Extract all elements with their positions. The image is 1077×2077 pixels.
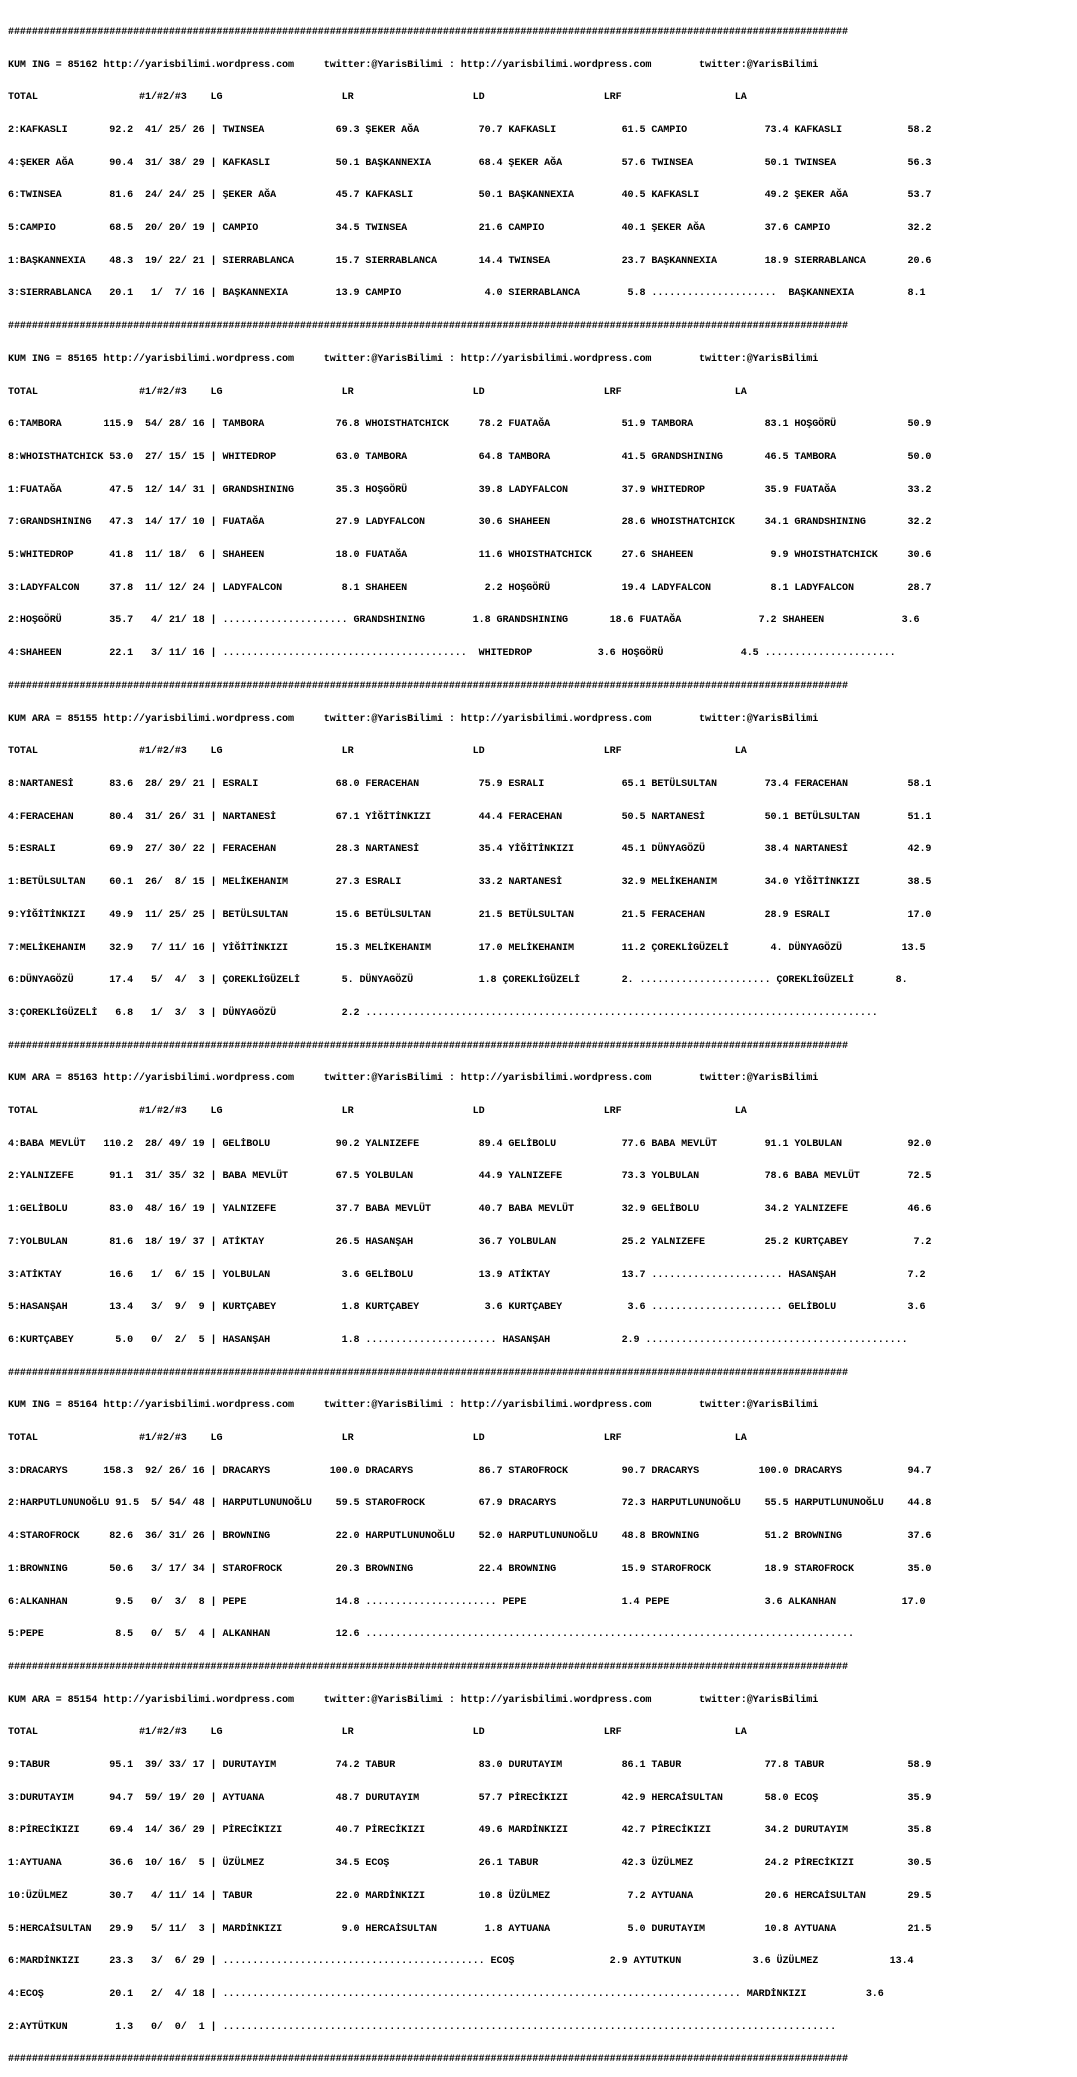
race-header-kum-ing-85162: KUM ING = 85162 http://yarisbilimi.wordpress.com twitter:@YarisBilimi : http://yarisbilimi.wordpress.com twitter:@YarisBilimi bbox=[8, 59, 819, 71]
horse-row: 4:SHAHEEN 22.1 3/ 11/ 16 | ......................................... WHITEDROP 3.6 HOŞGÖRÜ 4.5 ...................... bbox=[8, 648, 896, 660]
horse-row: 3:LADYFALCON 37.8 11/ 12/ 24 | LADYFALCON 8.1 SHAHEEN 2.2 HOŞGÖRÜ 19.4 LADYFALCON 8.1 LADYFALCON 28.7 bbox=[8, 582, 932, 594]
separator-line: ############################################################################################################################################# bbox=[8, 2054, 848, 2066]
horse-row: 9:YİĞİTİNKIZI 49.9 11/ 25/ 25 | BETÜLSULTAN 15.6 BETÜLSULTAN 21.5 BETÜLSULTAN 21.5 FERACEHAN 28.9 ESRALI 17.0 bbox=[8, 909, 932, 921]
horse-row: 1:GELİBOLU 83.0 48/ 16/ 19 | YALNIZEFE 37.7 BABA MEVLÜT 40.7 BABA MEVLÜT 32.9 GELİBOLU 34.2 YALNIZEFE 46.6 bbox=[8, 1204, 932, 1216]
horse-row: 3:DURUTAYIM 94.7 59/ 19/ 20 | AYTUANA 48.7 DURUTAYIM 57.7 PİRECİKIZI 42.9 HERCAİSULTAN 58.0 ECOŞ 35.9 bbox=[8, 1792, 932, 1804]
separator-line: ############################################################################################################################################# bbox=[8, 26, 848, 38]
column-header-row: TOTAL #1/#2/#3 LG LR LD LRF LA bbox=[8, 1727, 747, 1739]
column-header-row: TOTAL #1/#2/#3 LG LR LD LRF LA bbox=[8, 1106, 747, 1118]
horse-row: 1:BAŞKANNEXIA 48.3 19/ 22/ 21 | SIERRABLANCA 15.7 SIERRABLANCA 14.4 TWINSEA 23.7 BAŞKANNEXIA 18.9 SIERRABLANCA 20.6 bbox=[8, 255, 932, 267]
horse-row: 7:GRANDSHINING 47.3 14/ 17/ 10 | FUATAĞA 27.9 LADYFALCON 30.6 SHAHEEN 28.6 WHOISTHATCHICK 34.1 GRANDSHINING 32.2 bbox=[8, 517, 932, 529]
horse-row: 5:HERCAİSULTAN 29.9 5/ 11/ 3 | MARDİNKIZI 9.0 HERCAİSULTAN 1.8 AYTUANA 5.0 DURUTAYIM 10.8 AYTUANA 21.5 bbox=[8, 1923, 932, 1935]
horse-row: 4:ŞEKER AĞA 90.4 31/ 38/ 29 | KAFKASLI 50.1 BAŞKANNEXIA 68.4 ŞEKER AĞA 57.6 TWINSEA 50.1 TWINSEA 56.3 bbox=[8, 157, 932, 169]
horse-row: 1:AYTUANA 36.6 10/ 16/ 5 | ÜZÜLMEZ 34.5 ECOŞ 26.1 TABUR 42.3 ÜZÜLMEZ 24.2 PİRECİKIZI 30.5 bbox=[8, 1858, 932, 1870]
horse-row: 7:YOLBULAN 81.6 18/ 19/ 37 | ATİKTAY 26.5 HASANŞAH 36.7 YOLBULAN 25.2 YALNIZEFE 25.2 KURTÇABEY 7.2 bbox=[8, 1236, 932, 1248]
horse-row: 3:ATİKTAY 16.6 1/ 6/ 15 | YOLBULAN 3.6 GELİBOLU 13.9 ATİKTAY 13.7 ...................... HASANŞAH 7.2 bbox=[8, 1269, 926, 1281]
horse-row: 7:MELİKEHANIM 32.9 7/ 11/ 16 | YİĞİTİNKIZI 15.3 MELİKEHANIM 17.0 MELİKEHANIM 11.2 ÇOREKLİGÜZELİ 4. DÜNYAGÖZÜ 13.5 bbox=[8, 942, 926, 954]
horse-row: 2:AYTÜTKUN 1.3 0/ 0/ 1 | ....................................................................................................... bbox=[8, 2021, 837, 2033]
horse-row: 5:PEPE 8.5 0/ 5/ 4 | ALKANHAN 12.6 .................................................................................. bbox=[8, 1629, 854, 1641]
race-header-kum-ara-85154: KUM ARA = 85154 http://yarisbilimi.wordpress.com twitter:@YarisBilimi : http://yarisbilimi.wordpress.com twitter:@YarisBilimi bbox=[8, 1694, 819, 1706]
horse-row: 6:TAMBORA 115.9 54/ 28/ 16 | TAMBORA 76.8 WHOISTHATCHICK 78.2 FUATAĞA 51.9 TAMBORA 83.1 HOŞGÖRÜ 50.9 bbox=[8, 419, 932, 431]
horse-row: 2:HOŞGÖRÜ 35.7 4/ 21/ 18 | ..................... GRANDSHINING 1.8 GRANDSHINING 18.6 FUATAĞA 7.2 SHAHEEN 3.6 bbox=[8, 615, 920, 627]
separator-line: ############################################################################################################################################# bbox=[8, 1661, 848, 1673]
horse-row: 4:BABA MEVLÜT 110.2 28/ 49/ 19 | GELİBOLU 90.2 YALNIZEFE 89.4 GELİBOLU 77.6 BABA MEVLÜT 91.1 YOLBULAN 92.0 bbox=[8, 1138, 932, 1150]
separator-line: ############################################################################################################################################# bbox=[8, 1040, 848, 1052]
horse-row: 6:DÜNYAGÖZÜ 17.4 5/ 4/ 3 | ÇOREKLİGÜZELİ 5. DÜNYAGÖZÜ 1.8 ÇOREKLİGÜZELİ 2. ...................... ÇOREKLİGÜZELİ 8. bbox=[8, 975, 908, 987]
horse-row: 10:ÜZÜLMEZ 30.7 4/ 11/ 14 | TABUR 22.0 MARDİNKIZI 10.8 ÜZÜLMEZ 7.2 AYTUANA 20.6 HERCAİSULTAN 29.5 bbox=[8, 1890, 932, 1902]
horse-row: 1:BETÜLSULTAN 60.1 26/ 8/ 15 | MELİKEHANIM 27.3 ESRALI 33.2 NARTANESİ 32.9 MELİKEHANIM 34.0 YİĞİTİNKIZI 38.5 bbox=[8, 877, 932, 889]
horse-row: 5:CAMPIO 68.5 20/ 20/ 19 | CAMPIO 34.5 TWINSEA 21.6 CAMPIO 40.1 ŞEKER AĞA 37.6 CAMPIO 32.2 bbox=[8, 223, 932, 235]
horse-row: 2:HARPUTLUNUNOĞLU 91.5 5/ 54/ 48 | HARPUTLUNUNOĞLU 59.5 STAROFROCK 67.9 DRACARYS 72.3 HARPUTLUNUNOĞLU 55.5 HARPUTLUNUNOĞLU 44.8 bbox=[8, 1498, 932, 1510]
horse-row: 6:KURTÇABEY 5.0 0/ 2/ 5 | HASANŞAH 1.8 ...................... HASANŞAH 2.9 ............................................ bbox=[8, 1334, 908, 1346]
horse-row: 8:WHOISTHATCHICK 53.0 27/ 15/ 15 | WHITEDROP 63.0 TAMBORA 64.8 TAMBORA 41.5 GRANDSHINING 46.5 TAMBORA 50.0 bbox=[8, 451, 932, 463]
column-header-row: TOTAL #1/#2/#3 LG LR LD LRF LA bbox=[8, 746, 747, 758]
horse-row: 9:TABUR 95.1 39/ 33/ 17 | DURUTAYIM 74.2 TABUR 83.0 DURUTAYIM 86.1 TABUR 77.8 TABUR 58.9 bbox=[8, 1760, 932, 1772]
race-header-kum-ara-85155: KUM ARA = 85155 http://yarisbilimi.wordpress.com twitter:@YarisBilimi : http://yarisbilimi.wordpress.com twitter:@YarisBilimi bbox=[8, 713, 819, 725]
horse-row: 1:BROWNING 50.6 3/ 17/ 34 | STAROFROCK 20.3 BROWNING 22.4 BROWNING 15.9 STAROFROCK 18.9 STAROFROCK 35.0 bbox=[8, 1563, 932, 1575]
horse-row: 3:SIERRABLANCA 20.1 1/ 7/ 16 | BAŞKANNEXIA 13.9 CAMPIO 4.0 SIERRABLANCA 5.8 ..................... BAŞKANNEXIA 8.1 bbox=[8, 288, 926, 300]
separator-line: ############################################################################################################################################# bbox=[8, 1367, 848, 1379]
horse-row: 6:ALKANHAN 9.5 0/ 3/ 8 | PEPE 14.8 ...................... PEPE 1.4 PEPE 3.6 ALKANHAN 17.0 bbox=[8, 1596, 926, 1608]
horse-row: 4:ECOŞ 20.1 2/ 4/ 18 | ....................................................................................... MARDİNKIZI 3.6 bbox=[8, 1989, 884, 2000]
horse-row: 5:WHITEDROP 41.8 11/ 18/ 6 | SHAHEEN 18.0 FUATAĞA 11.6 WHOISTHATCHICK 27.6 SHAHEEN 9.9 WHOISTHATCHICK 30.6 bbox=[8, 550, 932, 562]
column-header-row: TOTAL #1/#2/#3 LG LR LD LRF LA bbox=[8, 92, 747, 104]
column-header-row: TOTAL #1/#2/#3 LG LR LD LRF LA bbox=[8, 1433, 747, 1445]
race-header-kum-ing-85164: KUM ING = 85164 http://yarisbilimi.wordpress.com twitter:@YarisBilimi : http://yarisbilimi.wordpress.com twitter:@YarisBilimi bbox=[8, 1400, 819, 1412]
race-header-kum-ing-85165: KUM ING = 85165 http://yarisbilimi.wordpress.com twitter:@YarisBilimi : http://yarisbilimi.wordpress.com twitter:@YarisBilimi bbox=[8, 353, 819, 365]
horse-row: 5:HASANŞAH 13.4 3/ 9/ 9 | KURTÇABEY 1.8 KURTÇABEY 3.6 KURTÇABEY 3.6 ...................... GELİBOLU 3.6 bbox=[8, 1302, 926, 1314]
horse-row: 1:FUATAĞA 47.5 12/ 14/ 31 | GRANDSHINING 35.3 HOŞGÖRÜ 39.8 LADYFALCON 37.9 WHITEDROP 35.9 FUATAĞA 33.2 bbox=[8, 484, 932, 496]
column-header-row: TOTAL #1/#2/#3 LG LR LD LRF LA bbox=[8, 386, 747, 398]
horse-row: 3:DRACARYS 158.3 92/ 26/ 16 | DRACARYS 100.0 DRACARYS 86.7 STAROFROCK 90.7 DRACARYS 100.0 DRACARYS 94.7 bbox=[8, 1465, 932, 1477]
horse-row: 6:TWINSEA 81.6 24/ 24/ 25 | ŞEKER AĞA 45.7 KAFKASLI 50.1 BAŞKANNEXIA 40.5 KAFKASLI 49.2 ŞEKER AĞA 53.7 bbox=[8, 190, 932, 202]
race-header-kum-ara-85163: KUM ARA = 85163 http://yarisbilimi.wordpress.com twitter:@YarisBilimi : http://yarisbilimi.wordpress.com twitter:@YarisBilimi bbox=[8, 1073, 819, 1085]
horse-row: 5:ESRALI 69.9 27/ 30/ 22 | FERACEHAN 28.3 NARTANESİ 35.4 YİĞİTİNKIZI 45.1 DÜNYAGÖZÜ 38.4 NARTANESİ 42.9 bbox=[8, 844, 932, 856]
horse-row: 4:FERACEHAN 80.4 31/ 26/ 31 | NARTANESİ 67.1 YİĞİTİNKIZI 44.4 FERACEHAN 50.5 NARTANESİ 50.1 BETÜLSULTAN 51.1 bbox=[8, 811, 932, 823]
horse-row: 4:STAROFROCK 82.6 36/ 31/ 26 | BROWNING 22.0 HARPUTLUNUNOĞLU 52.0 HARPUTLUNUNOĞLU 48.8 BROWNING 51.2 BROWNING 37.6 bbox=[8, 1531, 932, 1543]
horse-row: 3:ÇOREKLİGÜZELİ 6.8 1/ 3/ 3 | DÜNYAGÖZÜ 2.2 ...................................................................................... bbox=[8, 1007, 878, 1019]
separator-line: ############################################################################################################################################# bbox=[8, 321, 848, 333]
separator-line: ############################################################################################################################################# bbox=[8, 680, 848, 692]
horse-row: 2:KAFKASLI 92.2 41/ 25/ 26 | TWINSEA 69.3 ŞEKER AĞA 70.7 KAFKASLI 61.5 CAMPIO 73.4 KAFKASLI 58.2 bbox=[8, 124, 932, 136]
horse-row: 2:YALNIZEFE 91.1 31/ 35/ 32 | BABA MEVLÜT 67.5 YOLBULAN 44.9 YALNIZEFE 73.3 YOLBULAN 78.6 BABA MEVLÜT 72.5 bbox=[8, 1171, 932, 1183]
race-stats-document bbox=[8, 6, 931, 2077]
horse-row: 6:MARDİNKIZI 23.3 3/ 6/ 29 | ............................................ ECOŞ 2.9 AYTUTKUN 3.6 ÜZÜLMEZ 13.4 bbox=[8, 1956, 914, 1968]
horse-row: 8:NARTANESİ 83.6 28/ 29/ 21 | ESRALI 68.0 FERACEHAN 75.9 ESRALI 65.1 BETÜLSULTAN 73.4 FERACEHAN 58.1 bbox=[8, 778, 932, 790]
horse-row: 8:PİRECİKIZI 69.4 14/ 36/ 29 | PİRECİKIZI 40.7 PİRECİKIZI 49.6 MARDİNKIZI 42.7 PİRECİKIZI 34.2 DURUTAYIM 35.8 bbox=[8, 1825, 932, 1837]
